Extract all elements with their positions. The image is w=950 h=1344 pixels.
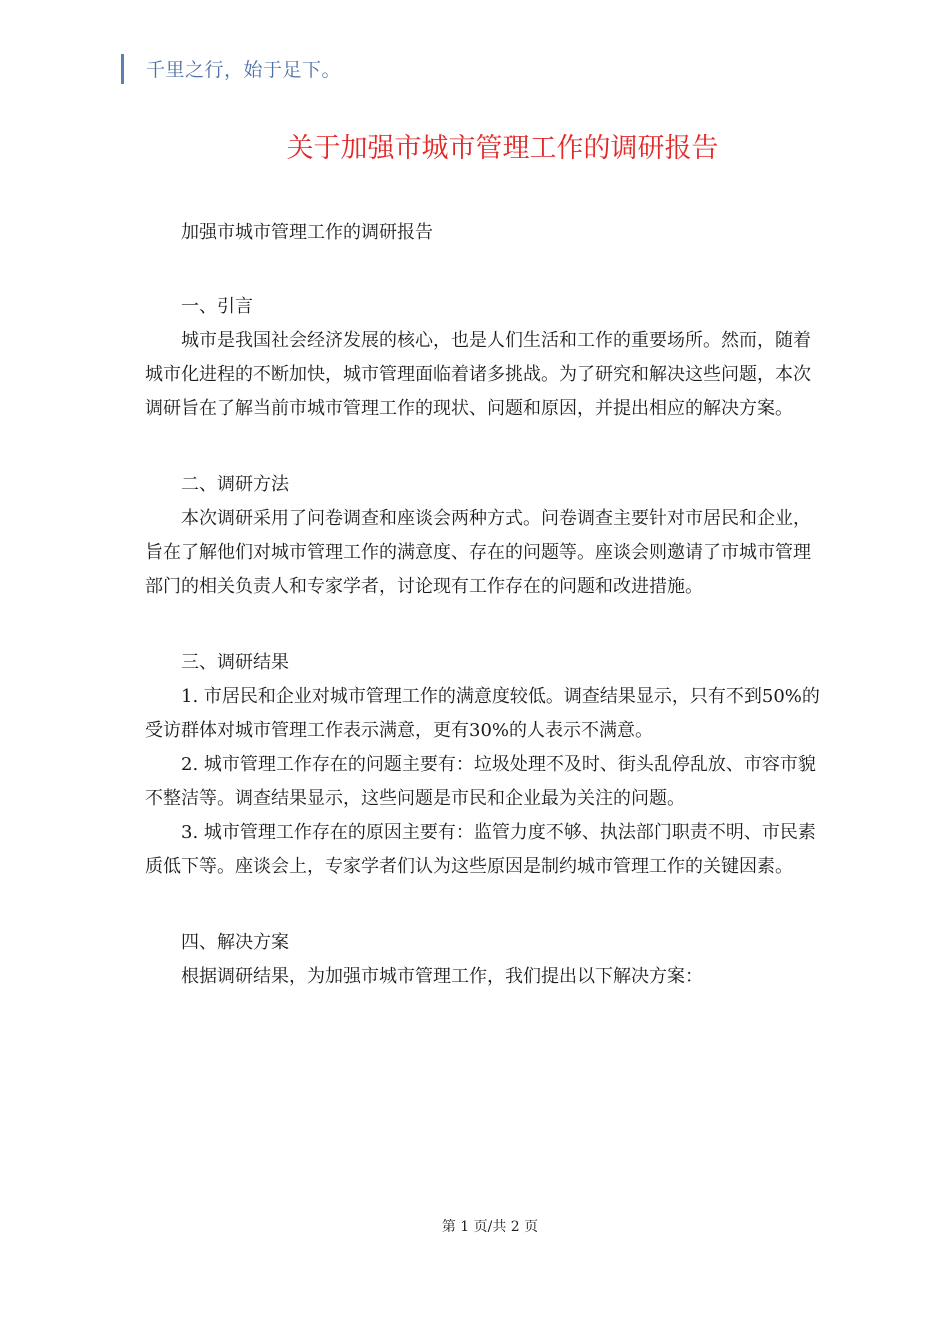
- section-heading-method: 二、调研方法: [181, 474, 289, 495]
- section-heading-solutions: 四、解决方案: [181, 932, 289, 953]
- document-title: 关于加强市城市管理工作的调研报告: [286, 133, 719, 164]
- section-paragraph: 本次调研采用了问卷调查和座谈会两种方式。问卷调查主要针对市居民和企业，旨在了解他们对城市管理工作的满意度、存在的问题等。座谈会则邀请了市城市管理部门的相关负责人和专家学者，讨论现有工作存在的问题和改进措施。: [145, 508, 811, 597]
- section-paragraph: 1. 市居民和企业对城市管理工作的满意度较低。调查结果显示，只有不到50%的受访群体对城市管理工作表示满意，更有30%的人表示不满意。: [145, 686, 820, 741]
- section-heading-results: 三、调研结果: [181, 652, 289, 673]
- section-paragraph: 根据调研结果，为加强市城市管理工作，我们提出以下解决方案：: [181, 966, 703, 987]
- section-paragraph: 城市是我国社会经济发展的核心，也是人们生活和工作的重要场所。然而，随着城市化进程的不断加快，城市管理面临着诸多挑战。为了研究和解决这些问题，本次调研旨在了解当前市城市管理工作的现状、问题和原因，并提出相应的解决方案。: [145, 330, 811, 419]
- section-paragraph: 2. 城市管理工作存在的问题主要有：垃圾处理不及时、街头乱停乱放、市容市貌不整洁等。调查结果显示，这些问题是市民和企业最为关注的问题。: [145, 754, 816, 809]
- header-motto: 千里之行，始于足下。: [146, 59, 342, 81]
- section-paragraph: 3. 城市管理工作存在的原因主要有：监管力度不够、执法部门职责不明、市民素质低下等。座谈会上，专家学者们认为这些原因是制约城市管理工作的关键因素。: [145, 822, 816, 877]
- header-accent-bar: [121, 54, 124, 84]
- section-heading-intro: 一、引言: [181, 296, 253, 317]
- document-body: [145, 216, 825, 994]
- document-subtitle: 加强市城市管理工作的调研报告: [181, 222, 433, 243]
- page-number: 第 1 页/共 2 页: [441, 1219, 539, 1235]
